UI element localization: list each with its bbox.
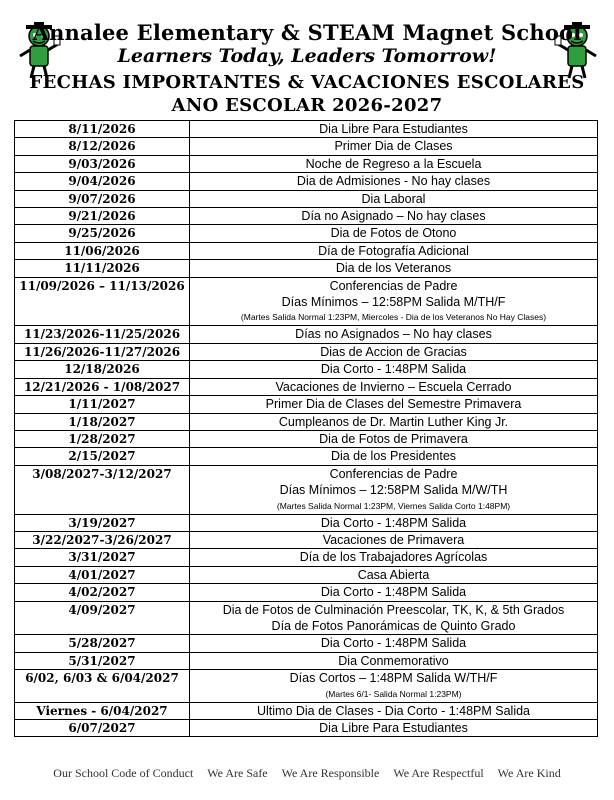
table-row — [15, 138, 598, 155]
table-row — [15, 430, 598, 447]
row-event — [190, 531, 598, 548]
row-date: 2/15/2027 — [15, 448, 190, 465]
table-row — [15, 514, 598, 531]
row-event — [190, 702, 598, 719]
row-event — [190, 277, 598, 326]
school-motto: Learners Today, Leaders Tomorrow! — [117, 45, 497, 67]
event-line: Noche de Regreso a la Escuela — [305, 156, 482, 171]
event-line: Dia de Fotos de Culminación Preescolar, TK, K, & 5th Grados — [222, 602, 565, 617]
event-line: Dia de Fotos de Otono — [330, 226, 457, 241]
row-date: 11/23/2026-11/25/2026 — [15, 326, 190, 343]
row-date: 6/02, 6/03 & 6/04/2027 — [15, 670, 190, 702]
row-event — [190, 396, 598, 413]
table-row — [15, 277, 598, 326]
row-date: 3/22/2027-3/26/2027 — [15, 531, 190, 548]
footer-code-label: Our School Code of Conduct — [53, 766, 194, 780]
table-row — [15, 549, 598, 566]
row-date: 3/31/2027 — [15, 549, 190, 566]
row-date: 9/04/2026 — [15, 173, 190, 190]
event-line: Dia Corto - 1:48PM Salida — [320, 585, 467, 600]
event-line: Día de los Trabajadores Agrícolas — [299, 550, 488, 565]
table-row — [15, 343, 598, 360]
row-event — [190, 190, 598, 207]
event-line: Dia Corto - 1:48PM Salida — [320, 636, 467, 651]
event-line: Vacaciones de Invierno – Escuela Cerrado — [275, 379, 512, 394]
row-event — [190, 514, 598, 531]
table-row — [15, 396, 598, 413]
table-row — [15, 720, 598, 737]
table-row — [15, 702, 598, 719]
table-row — [15, 652, 598, 669]
table-row — [15, 566, 598, 583]
event-line: Vacaciones de Primavera — [322, 532, 465, 547]
event-line: Conferencias de Padre — [329, 278, 458, 293]
row-event — [190, 260, 598, 277]
footer-item: We Are Kind — [497, 766, 561, 780]
row-date: 12/18/2026 — [15, 361, 190, 378]
row-date: 4/01/2027 — [15, 566, 190, 583]
table-row — [15, 361, 598, 378]
row-event — [190, 584, 598, 601]
row-date: 12/21/2026 - 1/08/2027 — [15, 378, 190, 395]
row-event — [190, 430, 598, 447]
event-line: Primer Dia de Clases del Semestre Primavera — [265, 397, 522, 412]
row-date: 11/11/2026 — [15, 260, 190, 277]
table-row — [15, 326, 598, 343]
event-line: Ultimo Dia de Clases - Dia Corto - 1:48PM Salida — [256, 703, 531, 718]
table-row — [15, 155, 598, 172]
row-event — [190, 566, 598, 583]
event-note: (Martes Salida Normal 1:23PM, Miercoles - Dia de los Veteranos No Hay Clases) — [240, 312, 547, 323]
row-date: 9/03/2026 — [15, 155, 190, 172]
table-row — [15, 225, 598, 242]
row-date: 5/31/2027 — [15, 652, 190, 669]
page-header — [0, 0, 614, 120]
table-row — [15, 260, 598, 277]
event-line: Día de Fotos Panorámicas de Quinto Grado — [271, 618, 516, 633]
row-event — [190, 225, 598, 242]
event-line: Dia de Fotos de Primavera — [319, 431, 468, 446]
row-event — [190, 326, 598, 343]
row-date: 6/07/2027 — [15, 720, 190, 737]
school-name: Annalee Elementary & STEAM Magnet School — [32, 20, 582, 45]
event-line: Días Mínimos – 12:58PM Salida M/TH/F — [281, 295, 506, 310]
row-date: 8/11/2026 — [15, 121, 190, 138]
table-row — [15, 242, 598, 259]
table-row — [15, 531, 598, 548]
row-event — [190, 208, 598, 225]
event-line: Dia Libre Para Estudiantes — [319, 721, 468, 735]
row-event — [190, 413, 598, 430]
row-event — [190, 242, 598, 259]
calendar-table — [14, 120, 598, 737]
row-date: 4/09/2027 — [15, 601, 190, 635]
event-note: (Martes Salida Normal 1:23PM, Viernes Salida Corto 1:48PM) — [276, 500, 511, 511]
event-line: Dia de Admisiones - No hay clases — [296, 174, 491, 189]
row-date: 11/09/2026 – 11/13/2026 — [15, 277, 190, 326]
table-row — [15, 670, 598, 702]
event-line: Días no Asignados – No hay clases — [295, 327, 492, 342]
event-line: Día no Asignado – No hay clases — [301, 209, 486, 224]
table-row — [15, 584, 598, 601]
row-date: 3/19/2027 — [15, 514, 190, 531]
event-note: (Martes 6/1- Salida Normal 1:23PM) — [325, 688, 462, 699]
event-line: Dia Laboral — [361, 191, 426, 206]
table-row — [15, 635, 598, 652]
event-line: Conferencias de Padre — [329, 466, 458, 481]
row-event — [190, 465, 598, 514]
row-event — [190, 670, 598, 702]
footer-item: We Are Responsible — [281, 766, 380, 780]
table-row — [15, 208, 598, 225]
event-line: Casa Abierta — [357, 567, 430, 582]
footer-item: We Are Safe — [207, 766, 268, 780]
row-event — [190, 343, 598, 360]
footer-item: We Are Respectful — [393, 766, 484, 780]
event-line: Dias de Accion de Gracias — [320, 344, 467, 359]
table-row — [15, 173, 598, 190]
row-event — [190, 652, 598, 669]
row-date: Viernes - 6/04/2027 — [15, 702, 190, 719]
table-row — [15, 448, 598, 465]
row-event — [190, 601, 598, 635]
row-date: 9/25/2026 — [15, 225, 190, 242]
row-event — [190, 173, 598, 190]
event-line: Dia Corto - 1:48PM Salida — [320, 362, 467, 377]
row-date: 1/18/2027 — [15, 413, 190, 430]
page-title: FECHAS IMPORTANTES & VACACIONES ESCOLARES — [29, 72, 585, 93]
event-line: Dia Libre Para Estudiantes — [319, 122, 468, 136]
event-line: Dia de los Veteranos — [335, 261, 452, 276]
row-event — [190, 635, 598, 652]
row-date: 8/12/2026 — [15, 138, 190, 155]
row-event — [190, 448, 598, 465]
table-row — [15, 121, 598, 138]
table-row — [15, 378, 598, 395]
row-date: 4/02/2027 — [15, 584, 190, 601]
event-line: Dia Corto - 1:48PM Salida — [320, 515, 467, 530]
row-date: 11/26/2026-11/27/2026 — [15, 343, 190, 360]
event-line: Primer Dia de Clases — [334, 139, 453, 154]
row-date: 5/28/2027 — [15, 635, 190, 652]
row-event — [190, 549, 598, 566]
row-date: 3/08/2027-3/12/2027 — [15, 465, 190, 514]
event-line: Dia de los Presidentes — [330, 449, 457, 464]
row-event — [190, 378, 598, 395]
row-event — [190, 138, 598, 155]
row-date: 1/28/2027 — [15, 430, 190, 447]
school-year-title: ANO ESCOLAR 2026-2027 — [171, 95, 443, 116]
table-row — [15, 190, 598, 207]
table-row — [15, 601, 598, 635]
row-date: 9/07/2026 — [15, 190, 190, 207]
footer-code-of-conduct — [0, 766, 614, 781]
row-date: 1/11/2027 — [15, 396, 190, 413]
row-date: 9/21/2026 — [15, 208, 190, 225]
row-event — [190, 121, 598, 138]
table-row — [15, 465, 598, 514]
event-line: Día de Fotografía Adicional — [318, 243, 469, 258]
row-date: 11/06/2026 — [15, 242, 190, 259]
table-row — [15, 413, 598, 430]
event-line: Días Cortos – 1:48PM Salida W/TH/F — [289, 671, 498, 686]
event-line: Días Mínimos – 12:58PM Salida M/W/TH — [279, 483, 508, 498]
row-event — [190, 720, 598, 737]
event-line: Cumpleanos de Dr. Martin Luther King Jr. — [278, 414, 509, 429]
row-event — [190, 361, 598, 378]
event-line: Dia Conmemorativo — [338, 653, 449, 668]
row-event — [190, 155, 598, 172]
